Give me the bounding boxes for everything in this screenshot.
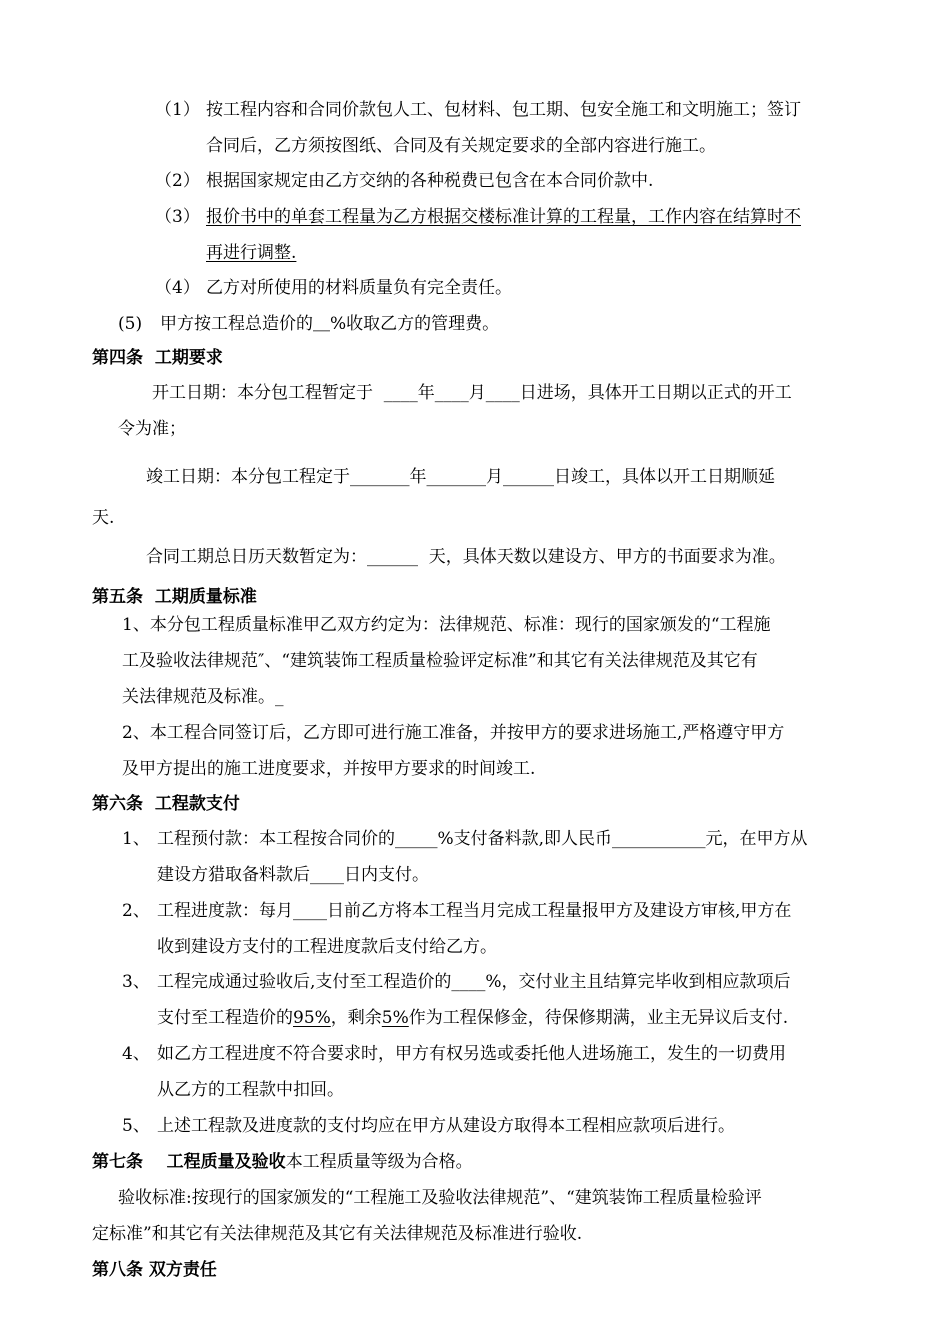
percent-5-underlined: 5%	[381, 1008, 409, 1028]
item-number: 2、	[122, 901, 150, 921]
c3-item-3-line-2	[0, 235, 950, 271]
c3-item-3-line-1	[0, 199, 950, 235]
heading-text: 第五条 工期质量标准	[92, 587, 257, 607]
clause-6-heading	[0, 786, 950, 822]
c6-item-2-line-1	[0, 893, 950, 929]
c6-item-1-line-1	[0, 821, 950, 857]
item-text	[157, 1000, 788, 1036]
item-text: 工程进度款：每月____日前乙方将本工程当月完成工程量报甲方及建设方审核,甲方在	[157, 901, 792, 921]
item-text: 按工程内容和合同价款包人工、包材料、包工期、包安全施工和文明施工；签订	[206, 100, 801, 120]
heading-line	[92, 1144, 473, 1180]
c3-item-1-line-1	[0, 92, 950, 128]
item-text-underlined: 再进行调整.	[206, 243, 297, 263]
c5-para-1-line-1	[0, 607, 950, 643]
item-number: 5、	[122, 1116, 150, 1136]
clause-7-heading	[0, 1144, 950, 1180]
item-number: 1、	[122, 829, 150, 849]
item-text: 收到建设方支付的工程进度款后支付给乙方。	[157, 937, 497, 957]
c4-start-date-line-2	[0, 411, 950, 447]
clause-8-heading	[0, 1252, 950, 1288]
item-text: 上述工程款及进度款的支付均应在甲方从建设方取得本工程相应款项后进行。	[157, 1116, 735, 1136]
paragraph-text: 关法律规范及标准。_	[122, 687, 284, 707]
paragraph-text: 1、本分包工程质量标准甲乙双方约定为：法律规范、标准：现行的国家颁发的“工程施	[122, 615, 771, 635]
item-text: 根据国家规定由乙方交纳的各种税费已包含在本合同价款中.	[206, 171, 654, 191]
item-number: (5)	[118, 314, 143, 334]
item-number: 4、	[122, 1044, 150, 1064]
item-number: （3）	[155, 207, 200, 227]
heading-text: 第八条 双方责任	[92, 1260, 217, 1280]
c6-item-4-line-1	[0, 1036, 950, 1072]
c5-para-2-line-1	[0, 715, 950, 751]
c4-total-days	[0, 539, 950, 575]
c3-item-5-line-1	[0, 306, 950, 342]
item-text: 工程完成通过验收后,支付至工程造价的____%，交付业主且结算完毕收到相应款项后	[157, 972, 791, 992]
paragraph-text: 开工日期：本分包工程暂定于 ____年____月____日进场，具体开工日期以正式的开工	[152, 383, 792, 403]
c5-para-2-line-2	[0, 751, 950, 787]
paragraph-text: 令为准；	[118, 419, 186, 439]
percent-95-underlined: 95%	[293, 1008, 331, 1028]
paragraph-text: 竣工日期：本分包工程定于_______年_______月______日竣工，具体以开工日期顺延	[146, 467, 775, 487]
text-segment: 支付至工程造价的	[157, 1008, 293, 1028]
item-text: 建设方猎取备料款后____日内支付。	[157, 865, 429, 885]
paragraph-text: 合同工期总日历天数暂定为：______ 天，具体天数以建设方、甲方的书面要求为准。	[146, 547, 786, 567]
c6-item-1-line-2	[0, 857, 950, 893]
c6-item-2-line-2	[0, 929, 950, 965]
text-segment: 作为工程保修金，待保修期满，业主无异议后支付.	[408, 1008, 789, 1028]
paragraph-text: 定标准”和其它有关法律规范及其它有关法律规范及标准进行验收.	[92, 1224, 583, 1244]
c4-end-date-line-1	[0, 459, 950, 495]
item-number: 3、	[122, 972, 150, 992]
paragraph-text: 工及验收法律规范″、“建筑装饰工程质量检验评定标准”和其它有关法律规范及其它有	[122, 651, 758, 671]
paragraph-text: 本工程质量等级为合格。	[285, 1152, 473, 1172]
item-text: 合同后，乙方须按图纸、合同及有关规定要求的全部内容进行施工。	[206, 136, 716, 156]
c6-item-4-line-2	[0, 1072, 950, 1108]
paragraph-text: 及甲方提出的施工进度要求，并按甲方要求的时间竣工.	[122, 759, 536, 779]
c3-item-1-line-2	[0, 128, 950, 164]
c4-end-date-line-2	[0, 500, 950, 536]
item-number: （1）	[155, 100, 200, 120]
text-segment: ，剩余	[330, 1008, 382, 1028]
item-text: 工程预付款：本工程按合同价的_____%支付备料款,即人民币___________元，在甲方从	[157, 829, 808, 849]
item-text: 如乙方工程进度不符合要求时，甲方有权另选或委托他人进场施工，发生的一切费用	[157, 1044, 786, 1064]
paragraph-text: 2、本工程合同签订后，乙方即可进行施工准备，并按甲方的要求进场施工,严格遵守甲方	[122, 723, 785, 743]
c7-para-line-2	[0, 1216, 950, 1252]
c5-para-1-line-3	[0, 679, 950, 715]
item-text: 从乙方的工程款中扣回。	[157, 1080, 344, 1100]
clause-4-heading	[0, 340, 950, 376]
item-text: 甲方按工程总造价的＿%收取乙方的管理费。	[160, 314, 500, 334]
item-number: （4）	[155, 278, 200, 298]
heading-text: 第四条 工期要求	[92, 348, 223, 368]
c4-start-date-line-1	[0, 375, 950, 411]
heading-text: 第六条 工程款支付	[92, 794, 240, 814]
c5-para-1-line-2	[0, 643, 950, 679]
item-text-underlined: 报价书中的单套工程量为乙方根据交楼标准计算的工程量，工作内容在结算时不	[206, 207, 801, 227]
c6-item-5-line-1	[0, 1108, 950, 1144]
c6-item-3-line-1	[0, 964, 950, 1000]
item-number: （2）	[155, 171, 200, 191]
item-text: 乙方对所使用的材料质量负有完全责任。	[206, 278, 512, 298]
paragraph-text: 天.	[92, 508, 115, 528]
c3-item-4-line-1	[0, 270, 950, 306]
paragraph-text: 验收标准:按现行的国家颁发的“工程施工及验收法律规范”、“建筑装饰工程质量检验评	[118, 1188, 762, 1208]
c3-item-2-line-1	[0, 163, 950, 199]
heading-text: 第七条 工程质量及验收	[92, 1152, 286, 1172]
c7-para-line-1	[0, 1180, 950, 1216]
c6-item-3-line-2	[0, 1000, 950, 1036]
